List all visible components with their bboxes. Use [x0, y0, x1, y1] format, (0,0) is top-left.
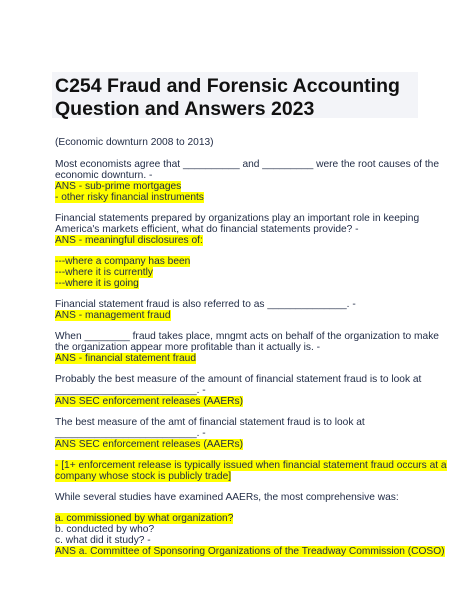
question-7-part-c: c. what did it study? - [55, 535, 151, 546]
answer-7: ANS a. Committee of Sponsoring Organizations of the Treadway Commission (COSO) [55, 546, 445, 557]
question-5-line-1: Probably the best measure of the amount of financial statement fraud is to look at [55, 374, 422, 385]
title-line-2: Question and Answers 2023 [55, 98, 315, 120]
answer-5: ANS SEC enforcement releases (AAERs) [55, 396, 243, 407]
question-5-line-2: _________________________. - [55, 385, 206, 396]
document-title [55, 75, 425, 121]
note-line-1: - [1+ enforcement release is typically issued when financial statement fraud occurs at a [55, 460, 447, 471]
question-4-line-2: the organization appear more profitable than it actually is. - [55, 342, 321, 353]
document-body [55, 137, 447, 557]
question-1-line-1: Most economists agree that __________ and _________ were the root causes of the [55, 159, 439, 170]
answer-3: ANS - management fraud [55, 310, 171, 321]
answer-6: ANS SEC enforcement releases (AAERs) [55, 439, 243, 450]
answer-2-item-3: ---where it is going [55, 278, 139, 289]
question-7-part-b: b. conducted by who? [55, 524, 155, 535]
question-6-line-1: The best measure of the amt of financial statement fraud is to look at [55, 417, 365, 428]
question-7-line-1: While several studies have examined AAERs, the most comprehensive was: [55, 492, 399, 503]
answer-2-item-2: ---where it is currently [55, 267, 153, 278]
question-7-part-a: a. commissioned by what organization? [55, 513, 234, 524]
answer-2: ANS - meaningful disclosures of: [55, 235, 203, 246]
question-1-line-2: economic downturn. - [55, 170, 153, 181]
question-2-line-1: Financial statements prepared by organizations play an important role in keeping [55, 213, 420, 224]
answer-1-line-2: - other risky financial instruments [55, 192, 204, 203]
note-line-2: company whose stock is publicly trade] [55, 471, 232, 482]
question-6-line-2: _________________________. - [55, 428, 206, 439]
question-4-line-1: When ________ fraud takes place, mngmt acts on behalf of the organization to make [55, 331, 439, 342]
intro-text: (Economic downturn 2008 to 2013) [55, 137, 214, 148]
title-line-1: C254 Fraud and Forensic Accounting [55, 75, 400, 97]
question-2-line-2: America's markets efficient, what do financial statements provide? - [55, 224, 359, 235]
question-3-line-1: Financial statement fraud is also referred to as ______________. - [55, 299, 356, 310]
answer-2-item-1: ---where a company has been [55, 256, 191, 267]
answer-4: ANS - financial statement fraud [55, 353, 196, 364]
answer-1-line-1: ANS - sub-prime mortgages [55, 181, 182, 192]
